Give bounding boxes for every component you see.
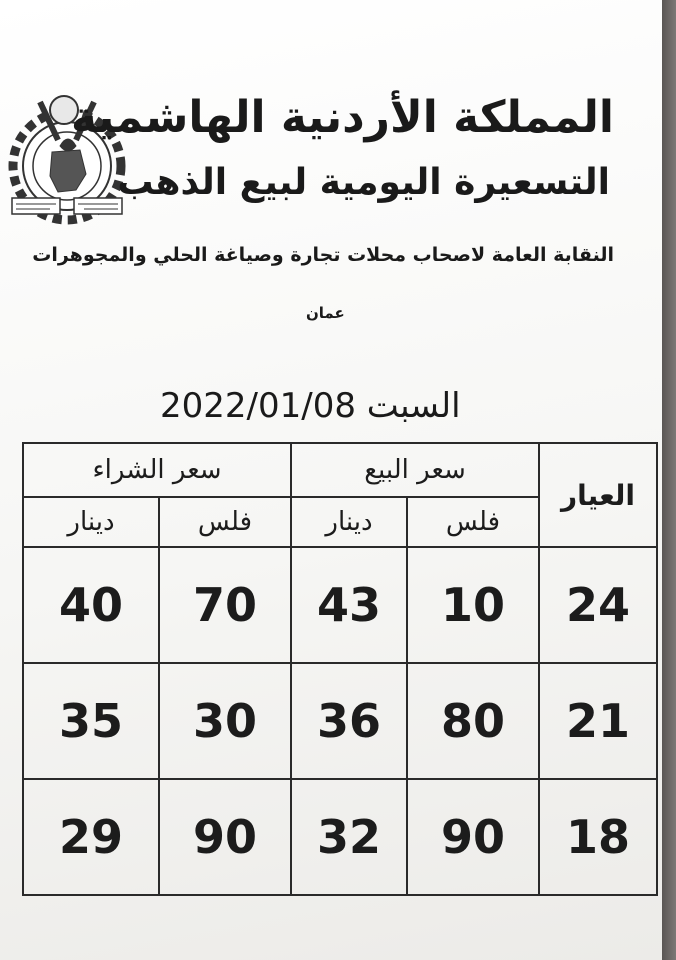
sell-dinar-cell: 36: [291, 663, 407, 779]
karat-cell: 24: [539, 547, 657, 663]
sell-dinar-cell: 43: [291, 547, 407, 663]
buy-fils-header: فلس: [159, 497, 291, 547]
buy-dinar-cell: 35: [23, 663, 159, 779]
buy-fils-cell: 70: [159, 547, 291, 663]
buy-dinar-cell: 29: [23, 779, 159, 895]
background-surface: [662, 0, 676, 960]
syndicate-name: النقابة العامة لاصحاب محلات تجارة وصياغة الحلي والمجوهرات: [32, 244, 614, 266]
buy-fils-cell: 90: [159, 779, 291, 895]
karat-cell: 21: [539, 663, 657, 779]
table-row: [23, 663, 657, 779]
sell-fils-cell: 80: [407, 663, 539, 779]
sell-fils-cell: 90: [407, 779, 539, 895]
kingdom-title: المملكة الأردنية الهاشمية: [71, 92, 614, 143]
sell-fils-cell: 10: [407, 547, 539, 663]
karat-cell: 18: [539, 779, 657, 895]
buy-dinar-header: دينار: [23, 497, 159, 547]
sell-dinar-header: دينار: [291, 497, 407, 547]
buy-price-header: سعر الشراء: [23, 443, 291, 497]
date-line: [160, 386, 461, 426]
date-value: 2022/01/08: [160, 386, 356, 426]
day-name: السبت: [366, 386, 461, 426]
table-row: [23, 547, 657, 663]
karat-header: العيار: [539, 443, 657, 547]
buy-fils-cell: 30: [159, 663, 291, 779]
gold-price-table: [22, 442, 658, 896]
city-name: عمان: [306, 304, 345, 322]
daily-price-title: التسعيرة اليومية لبيع الذهب: [117, 162, 610, 203]
table-row: [23, 779, 657, 895]
sell-dinar-cell: 32: [291, 779, 407, 895]
sell-fils-header: فلس: [407, 497, 539, 547]
sell-price-header: سعر البيع: [291, 443, 539, 497]
buy-dinar-cell: 40: [23, 547, 159, 663]
